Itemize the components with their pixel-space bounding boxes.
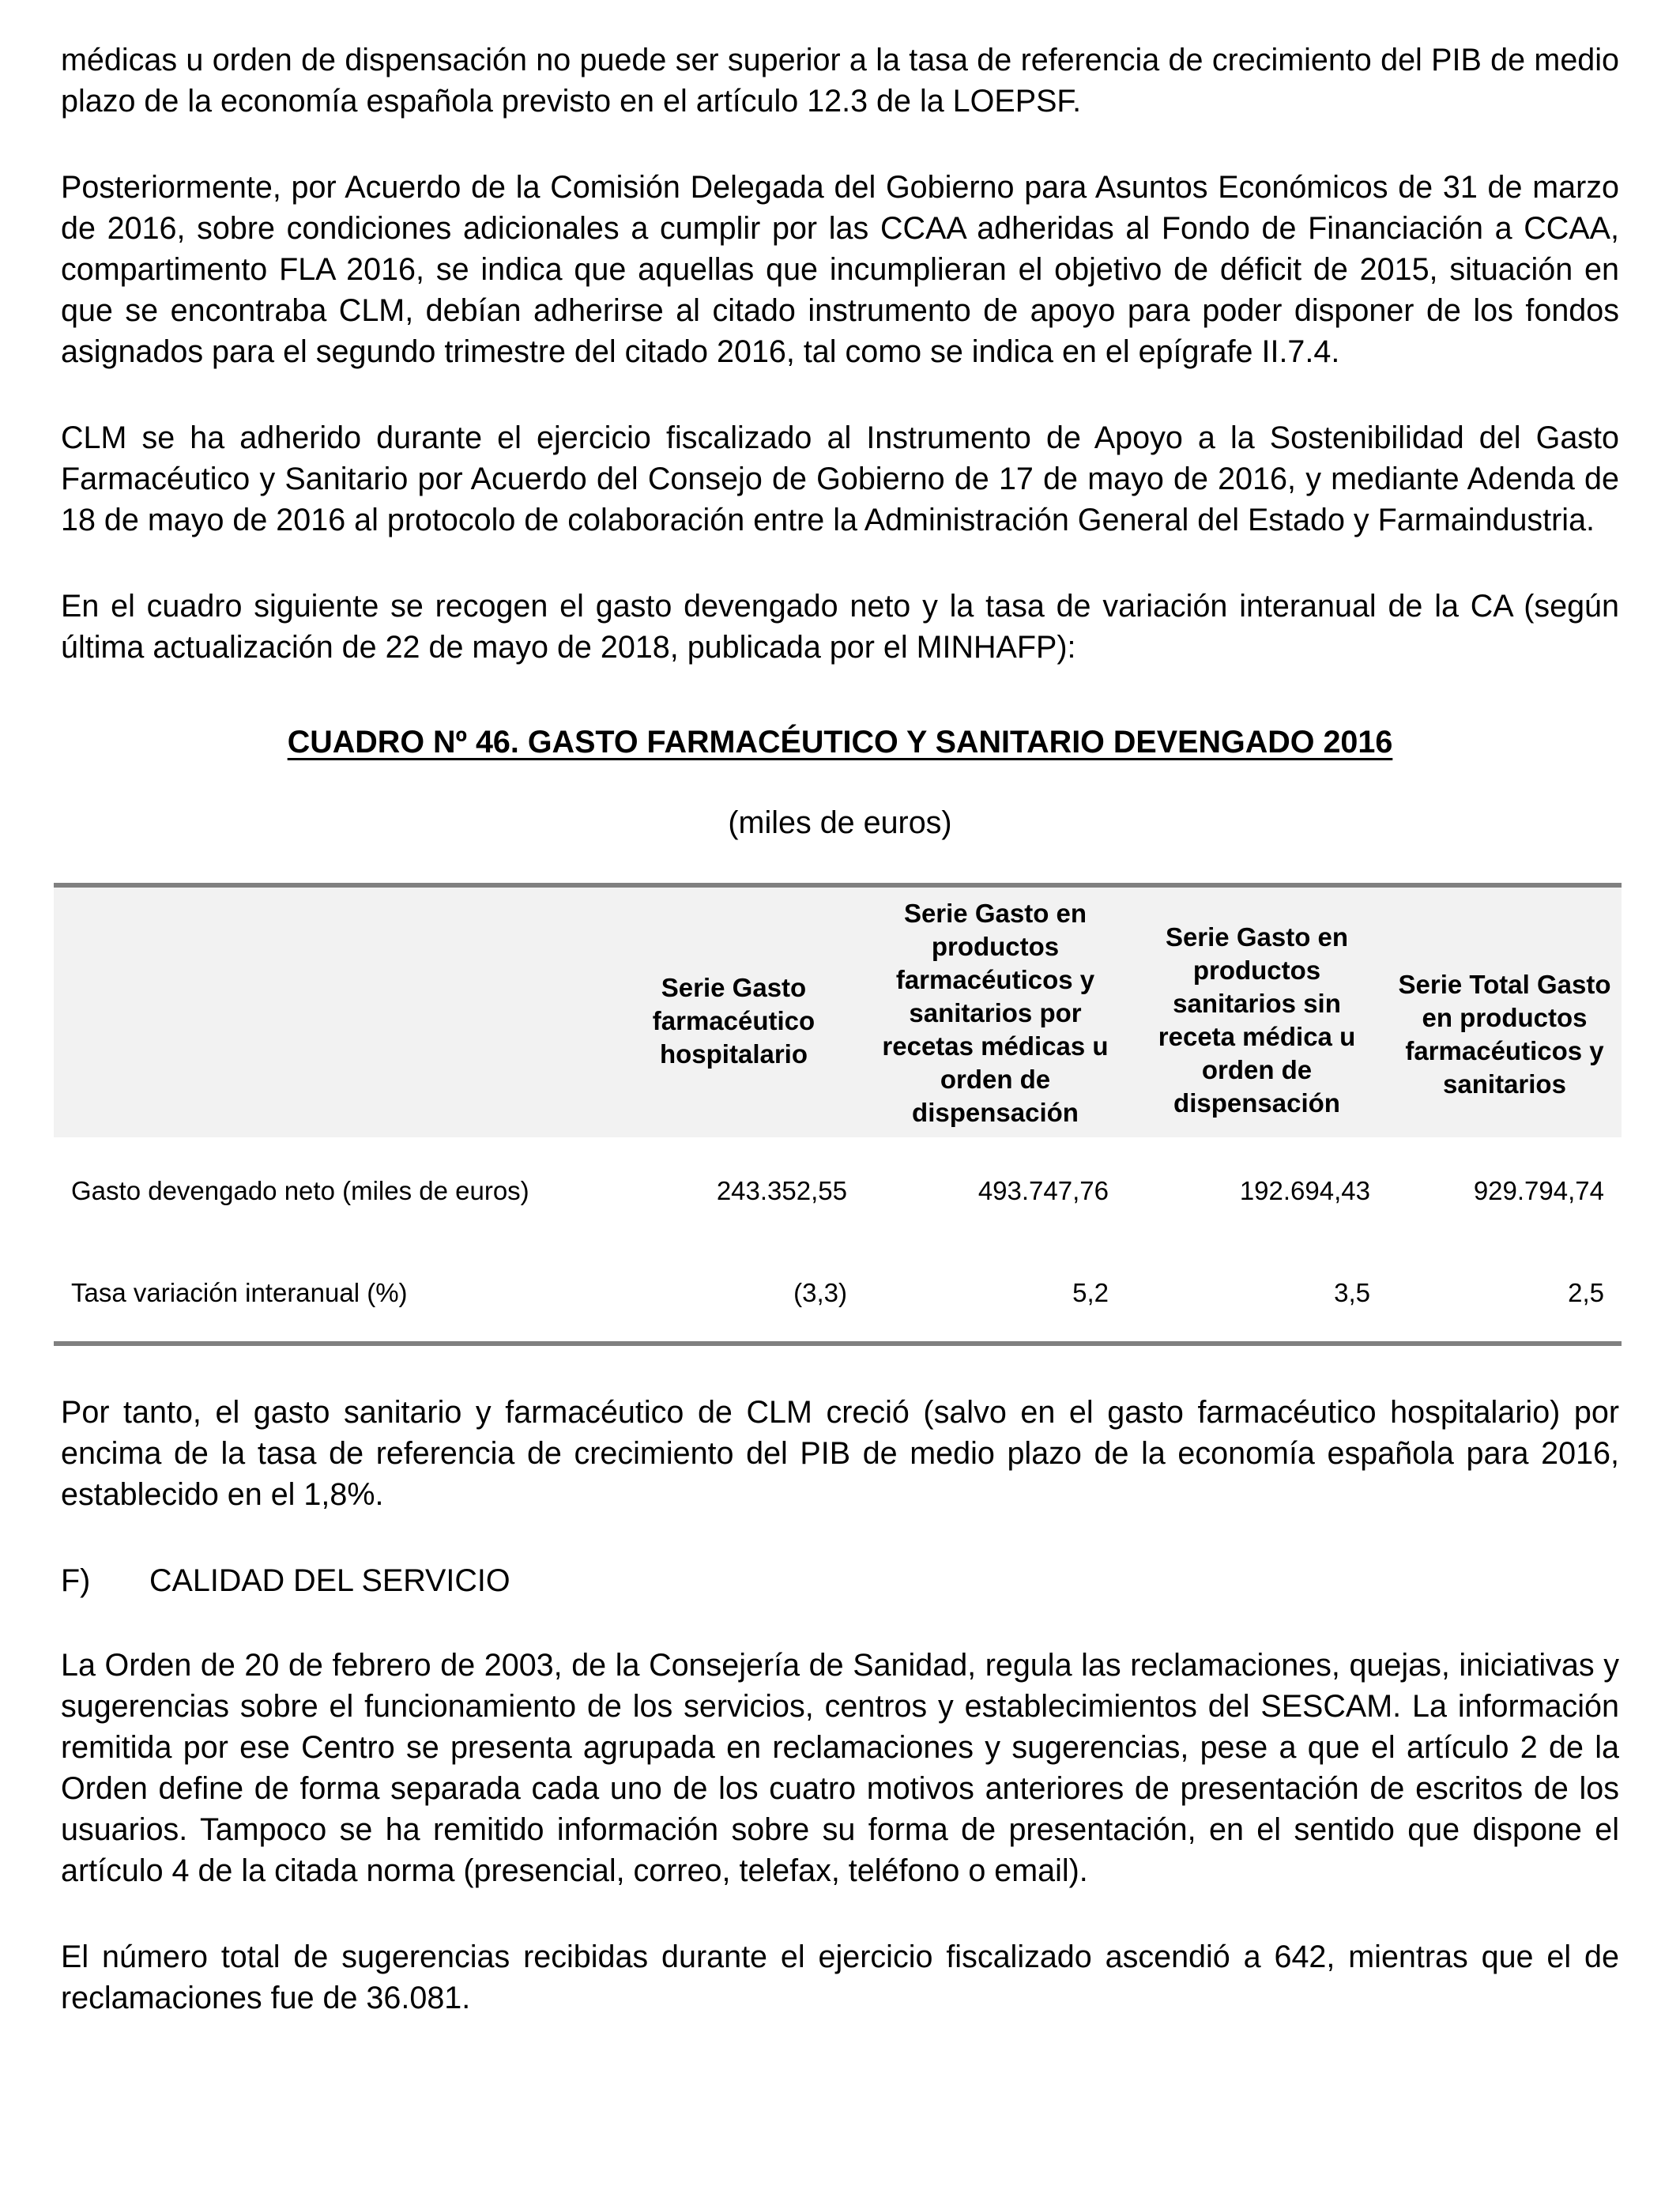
table-cell: 3,5 [1126,1244,1388,1344]
table-header-cell: Serie Gasto farmacéutico hospitalario [603,885,864,1137]
table-subtitle: (miles de euros) [728,805,952,840]
paragraph: CLM se ha adherido durante el ejercicio fiscalizado al Instrumento de Apoyo a la Sostenibilidad del Gasto Farmacéutico y Sanitario por Acuerdo del Consejo de Gobierno de 17 de mayo de 2016, y mediante Adenda de 18 de mayo de 2016 al protocolo de colaboración entre la Administración General del Estado y Farmaindustria. [61,420,1619,537]
table-cell: Tasa variación interanual (%) [54,1244,603,1344]
table-header-row [54,885,1622,1137]
table-header-cell: Serie Gasto en productos farmacéuticos y sanitarios por recetas médicas u orden de dispensación [864,885,1126,1137]
paragraph: En el cuadro siguiente se recogen el gasto devengado neto y la tasa de variación interanual de la CA (según última actualización de 22 de mayo de 2018, publicada por el MINHAFP): [61,589,1619,665]
document-page [61,40,1619,2019]
paragraph: El número total de sugerencias recibidas durante el ejercicio fiscalizado ascendió a 642, mientras que el de reclamaciones fue de 36.081. [61,1940,1619,2015]
table-cell: (3,3) [603,1244,864,1344]
section-title: CALIDAD DEL SERVICIO [149,1563,510,1598]
expense-table [54,883,1622,1346]
table-cell: 5,2 [864,1244,1126,1344]
paragraph: Por tanto, el gasto sanitario y farmacéutico de CLM creció (salvo en el gasto farmacéutico hospitalario) por encima de la tasa de referencia de crecimiento del PIB de medio plazo de la economía española para 2016, establecido en el 1,8%. [61,1395,1619,1512]
table-row [54,1244,1622,1344]
section-letter: F) [61,1563,91,1598]
section-heading [61,1560,1619,1601]
table-cell: 192.694,43 [1239,1175,1370,1205]
table-title: CUADRO Nº 46. GASTO FARMACÉUTICO Y SANITARIO DEVENGADO 2016 [287,725,1393,760]
table-cell: 243.352,55 [716,1175,847,1205]
table-header-cell: Serie Gasto en productos sanitarios sin receta médica u orden de dispensación [1126,885,1388,1137]
table-cell: 929.794,74 [1473,1175,1604,1205]
table-cell: Gasto devengado neto (miles de euros) [71,1175,529,1205]
table-header-cell: Serie Total Gasto en productos farmacéuticos y sanitarios [1388,885,1622,1137]
paragraph: La Orden de 20 de febrero de 2003, de la Consejería de Sanidad, regula las reclamaciones, quejas, iniciativas y sugerencias sobre el funcionamiento de los servicios, centros y establecimientos del SESCAM. La información remitida por ese Centro se presenta agrupada en reclamaciones y sugerencias, pese a que el artículo 2 de la Orden define de forma separada cada uno de los cuatro motivos anteriores de presentación de escritos de los usuarios. Tampoco se ha remitido información sobre su forma de presentación, en el sentido que dispone el artículo 4 de la citada norma (presencial, correo, telefax, teléfono o email). [61,1648,1619,1888]
paragraph: Posteriormente, por Acuerdo de la Comisión Delegada del Gobierno para Asuntos Económicos de 31 de marzo de 2016, sobre condiciones adicionales a cumplir por las CCAA adheridas al Fondo de Financiación a CCAA, compartimento FLA 2016, se indica que aquellas que incumplieran el objetivo de déficit de 2015, situación en que se encontraba CLM, debían adherirse al citado instrumento de apoyo para poder disponer de los fondos asignados para el segundo trimestre del citado 2016, tal como se indica en el epígrafe II.7.4. [61,170,1619,369]
table-cell: 493.747,76 [977,1175,1109,1205]
table-cell: 2,5 [1388,1244,1622,1344]
paragraph: médicas u orden de dispensación no puede ser superior a la tasa de referencia de crecimiento del PIB de medio plazo de la economía española previsto en el artículo 12.3 de la LOEPSF. [61,43,1619,119]
table-header-cell [54,885,603,1137]
table-row [54,1137,1622,1244]
